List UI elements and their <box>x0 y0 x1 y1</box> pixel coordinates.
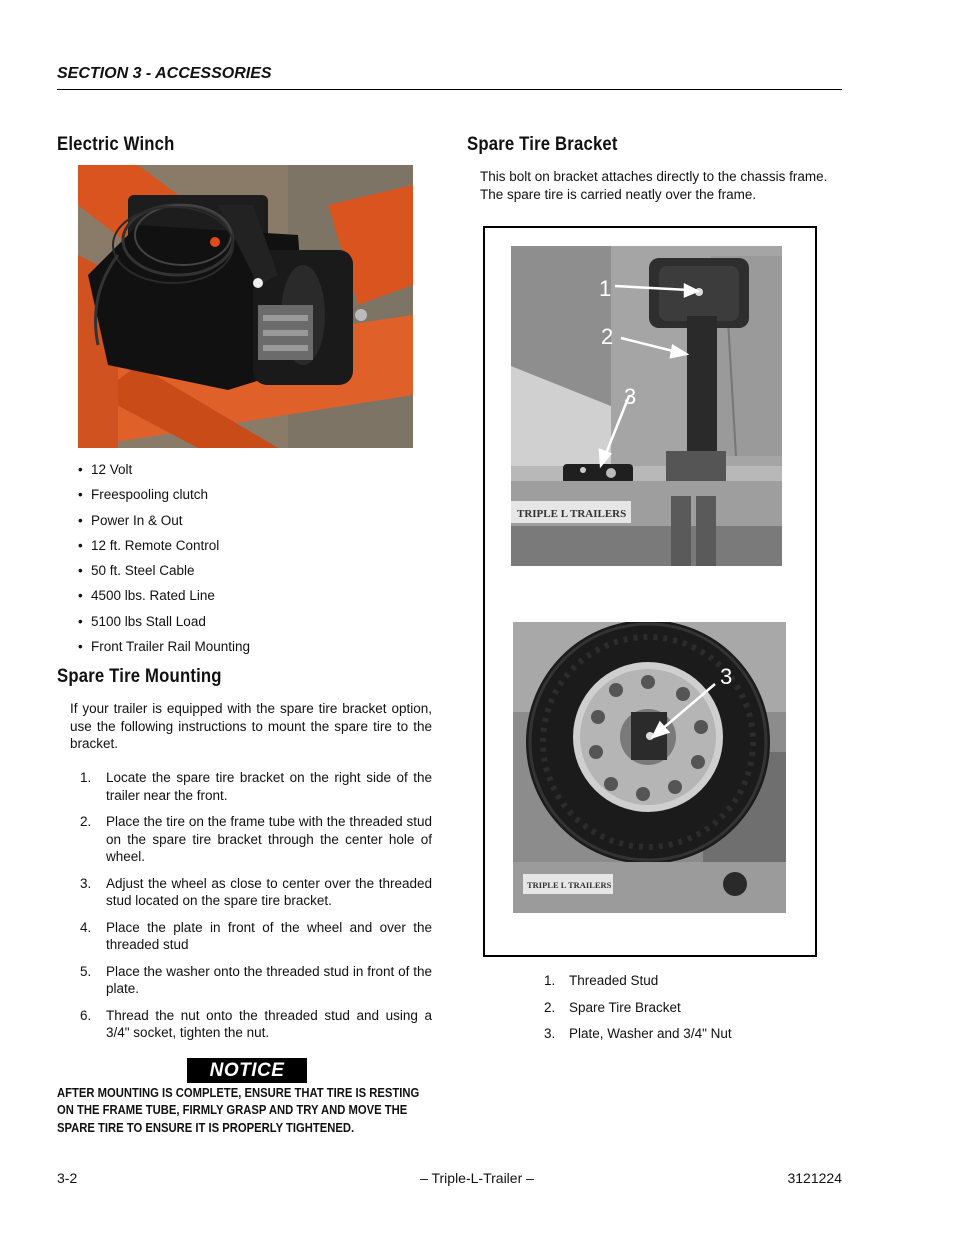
electric-winch-title: Electric Winch <box>57 134 175 155</box>
step-item <box>80 769 432 804</box>
bracket-photo <box>511 246 782 566</box>
legend-number: 2. <box>544 999 556 1015</box>
winch-features-list <box>78 461 418 663</box>
mounting-intro: If your trailer is equipped with the spare tire bracket option, use the following instructions to mount the spare tire to the bracket. <box>70 701 432 751</box>
list-item: • Front Trailer Rail Mounting <box>78 638 418 663</box>
callout-3-tire: 3 <box>720 664 733 689</box>
figure-legend <box>544 972 824 1052</box>
callout-1: 1 <box>599 276 612 301</box>
step-item <box>80 963 432 998</box>
winch-photo-image <box>78 165 413 448</box>
callout-2: 2 <box>601 324 614 349</box>
step-text: Place the washer onto the threaded stud in front of the plate. <box>106 963 432 996</box>
notice-badge: NOTICE <box>187 1058 307 1083</box>
step-text: Place the tire on the frame tube with the threaded stud on the spare tire bracket through the center hole of wheel. <box>106 814 432 864</box>
step-item <box>80 919 432 954</box>
tire-photo <box>513 622 786 913</box>
winch-photo <box>78 165 413 448</box>
section-header: SECTION 3 - ACCESSORIES <box>57 65 272 82</box>
bracket-photo-sign: TRIPLE L TRAILERS <box>517 508 627 520</box>
header-divider <box>57 89 842 90</box>
list-item: • 4500 lbs. Rated Line <box>78 587 418 612</box>
mounting-steps <box>80 769 432 1051</box>
list-item: • 12 ft. Remote Control <box>78 537 418 562</box>
footer-page-number: 3-2 <box>57 1170 78 1186</box>
step-number: 2. <box>80 814 92 829</box>
step-number: 6. <box>80 1007 92 1023</box>
tire-photo-image <box>513 622 786 913</box>
footer-doc-number: 3121224 <box>787 1170 842 1186</box>
legend-text: Spare Tire Bracket <box>569 999 681 1015</box>
legend-item <box>544 999 824 1017</box>
step-text: Adjust the wheel as close to center over the threaded stud located on the spare tire bracket. <box>106 875 432 908</box>
legend-text: Threaded Stud <box>569 973 659 988</box>
legend-text: Plate, Washer and 3/4" Nut <box>569 1026 732 1041</box>
step-number: 1. <box>80 770 92 785</box>
step-number: 3. <box>80 875 92 891</box>
spare-tire-mounting-title: Spare Tire Mounting <box>57 666 222 687</box>
bracket-description: This bolt on bracket attaches directly to the chassis frame. The spare tire is carried neatly over the frame. <box>480 169 828 202</box>
list-item: • Power In & Out <box>78 512 418 537</box>
spare-tire-bracket-title: Spare Tire Bracket <box>467 134 618 155</box>
list-item: • 5100 lbs Stall Load <box>78 613 418 638</box>
step-number: 4. <box>80 919 92 935</box>
list-item: • 12 Volt <box>78 461 418 486</box>
notice-text: AFTER MOUNTING IS COMPLETE, ENSURE THAT TIRE IS RESTING ON THE FRAME TUBE, FIRMLY GRASP AND TRY AND MOVE THE SPARE TIRE TO ENSURE IT IS PROPERLY TIGHTENED. <box>57 1086 420 1135</box>
list-item: • 50 ft. Steel Cable <box>78 562 418 587</box>
step-text: Thread the nut onto the threaded stud and using a 3/4" socket, tighten the nut. <box>106 1007 432 1040</box>
step-item <box>80 875 432 910</box>
legend-item <box>544 1025 824 1043</box>
step-item <box>80 813 432 866</box>
tire-photo-sign: TRIPLE L TRAILERS <box>527 880 612 890</box>
step-item <box>80 1007 432 1042</box>
step-text: Locate the spare tire bracket on the right side of the trailer near the front. <box>106 770 432 803</box>
bracket-photo-image <box>511 246 782 566</box>
legend-item <box>544 972 824 990</box>
legend-number: 3. <box>544 1026 556 1041</box>
step-text: Place the plate in front of the wheel and over the threaded stud <box>106 919 432 952</box>
legend-number: 1. <box>544 973 556 988</box>
footer-title: – Triple-L-Trailer – <box>420 1170 534 1186</box>
callout-3: 3 <box>624 384 637 409</box>
step-number: 5. <box>80 963 92 979</box>
list-item: • Freespooling clutch <box>78 486 418 511</box>
